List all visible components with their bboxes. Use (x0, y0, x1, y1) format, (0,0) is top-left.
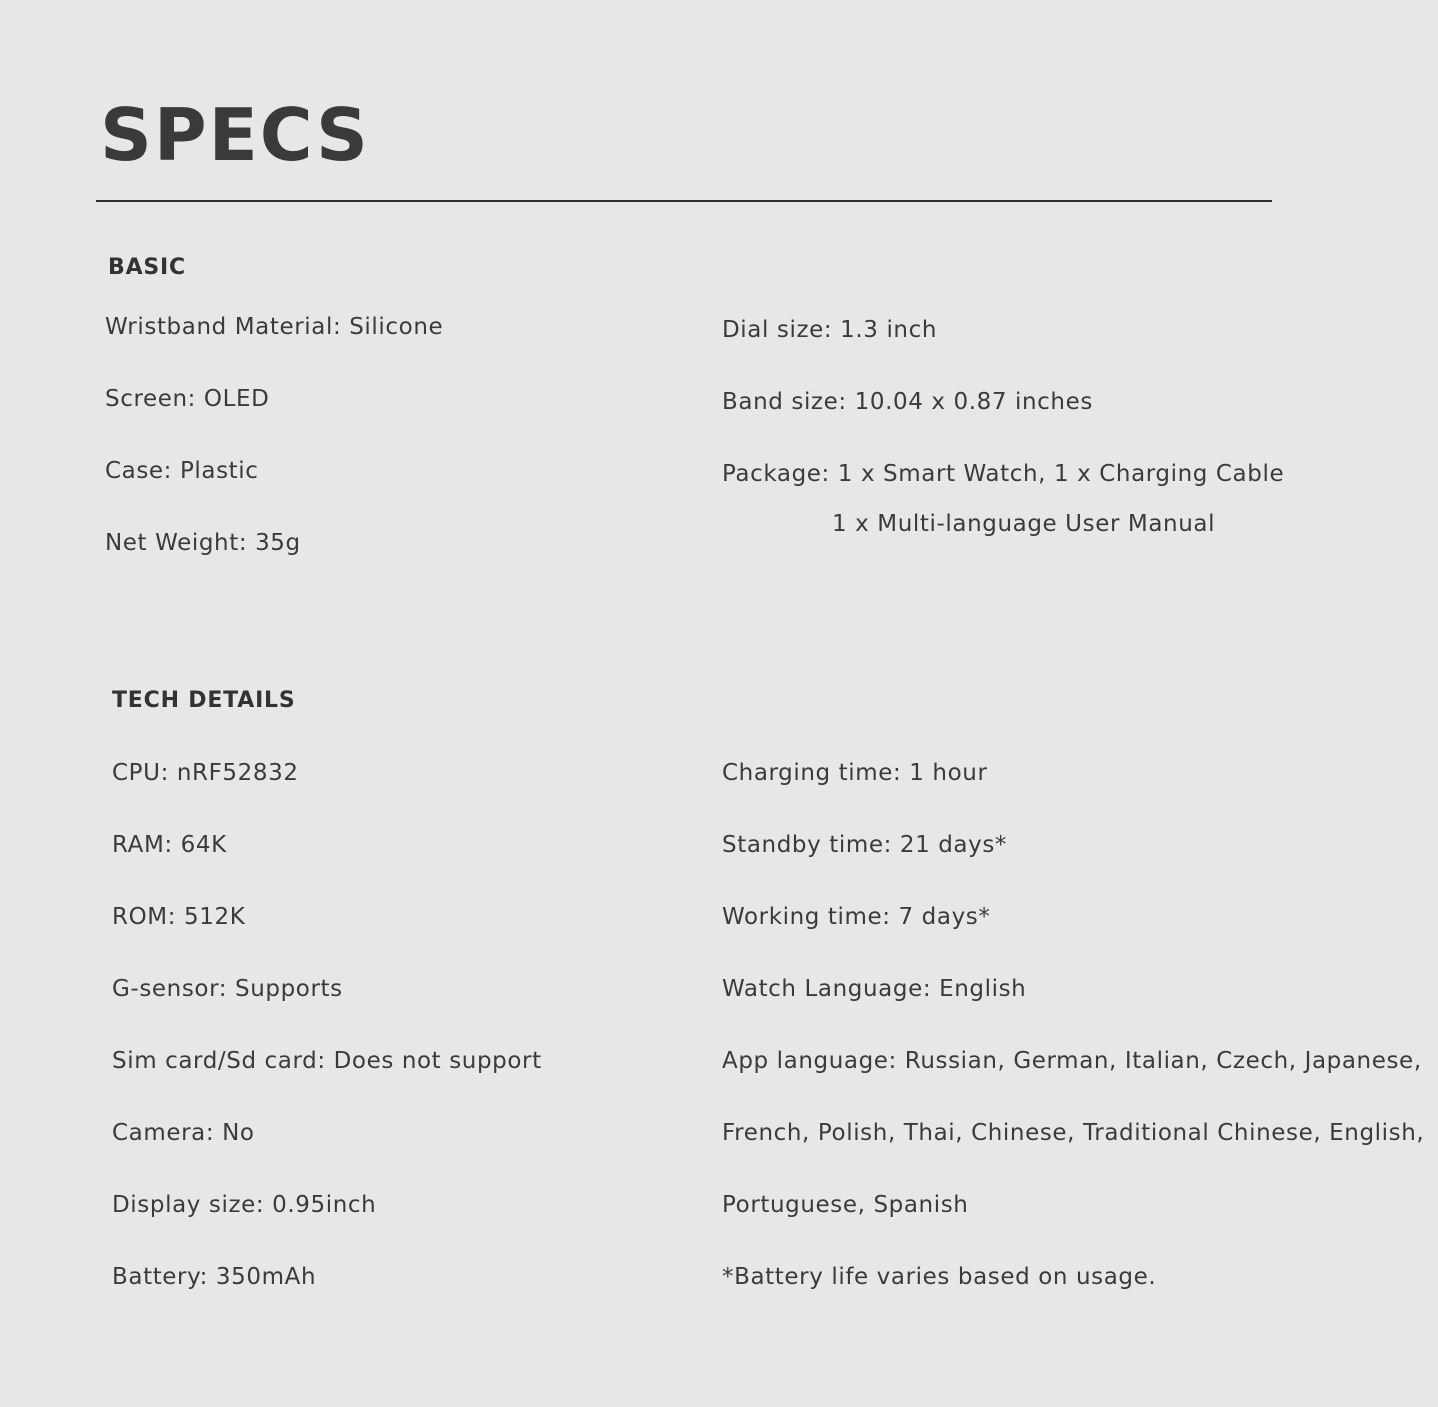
package-line-2: 1 x Multi-language User Manual (832, 511, 1216, 537)
basic-heading: BASIC (108, 255, 186, 280)
tech-details-heading: TECH DETAILS (112, 688, 296, 713)
battery-life-note: *Battery life varies based on usage. (722, 1264, 1157, 1290)
spec-standby-time: Standby time: 21 days* (722, 832, 1007, 858)
spec-display-size: Display size: 0.95inch (112, 1192, 377, 1218)
spec-cpu: CPU: nRF52832 (112, 760, 299, 786)
spec-band-size: Band size: 10.04 x 0.87 inches (722, 389, 1093, 415)
spec-camera: Camera: No (112, 1120, 255, 1146)
spec-g-sensor: G-sensor: Supports (112, 976, 343, 1002)
spec-package (722, 459, 1284, 539)
spec-app-language-line-3: Portuguese, Spanish (722, 1192, 969, 1218)
spec-watch-language: Watch Language: English (722, 976, 1027, 1002)
basic-left-list (105, 312, 443, 600)
spec-net-weight: Net Weight: 35g (105, 530, 301, 556)
tech-left-list (112, 758, 542, 1334)
spec-working-time: Working time: 7 days* (722, 904, 991, 930)
package-line-1: Package: 1 x Smart Watch, 1 x Charging Cable (722, 461, 1285, 487)
spec-dial-size: Dial size: 1.3 inch (722, 317, 938, 343)
tech-right-list (722, 758, 1424, 1334)
spec-screen: Screen: OLED (105, 386, 270, 412)
spec-app-language-line-2: French, Polish, Thai, Chinese, Traditional Chinese, English, (722, 1120, 1425, 1146)
spec-rom: ROM: 512K (112, 904, 246, 930)
basic-right-list (722, 315, 1093, 459)
spec-sim-sd-card: Sim card/Sd card: Does not support (112, 1048, 542, 1074)
spec-ram: RAM: 64K (112, 832, 227, 858)
title-divider (96, 200, 1272, 202)
spec-charging-time: Charging time: 1 hour (722, 760, 988, 786)
spec-app-language-line-1: App language: Russian, German, Italian, Czech, Japanese, (722, 1048, 1422, 1074)
spec-case: Case: Plastic (105, 458, 259, 484)
spec-battery: Battery: 350mAh (112, 1264, 317, 1290)
page-title: SPECS (100, 93, 370, 177)
spec-wristband-material: Wristband Material: Silicone (105, 314, 444, 340)
